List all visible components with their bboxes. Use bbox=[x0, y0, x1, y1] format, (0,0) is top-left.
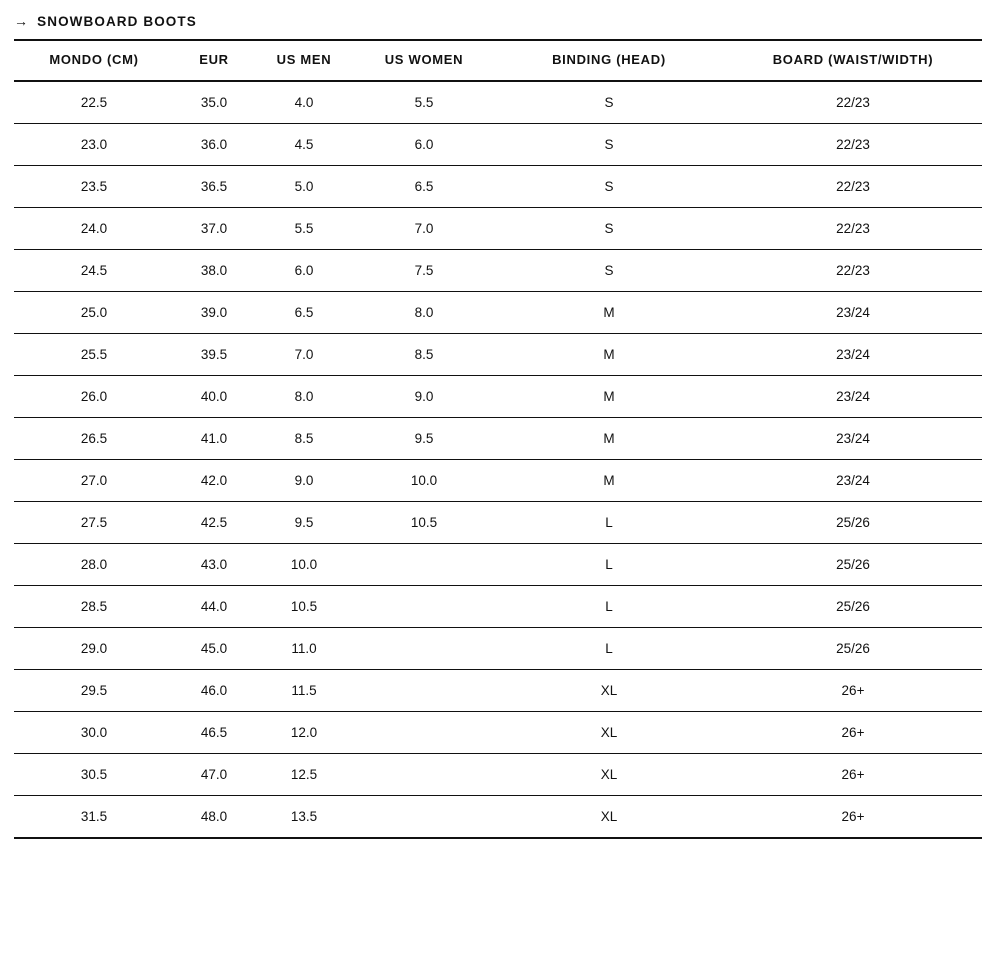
cell-mondo: 23.5 bbox=[14, 166, 174, 208]
cell-eur: 48.0 bbox=[174, 796, 254, 839]
cell-binding: S bbox=[494, 166, 724, 208]
column-header-binding: BINDING (HEAD) bbox=[494, 40, 724, 81]
cell-board: 25/26 bbox=[724, 502, 982, 544]
cell-us-men: 11.0 bbox=[254, 628, 354, 670]
table-header-row bbox=[14, 40, 982, 81]
table-row bbox=[14, 586, 982, 628]
cell-binding: M bbox=[494, 334, 724, 376]
cell-us-men: 6.5 bbox=[254, 292, 354, 334]
cell-mondo: 27.0 bbox=[14, 460, 174, 502]
cell-mondo: 24.0 bbox=[14, 208, 174, 250]
cell-board: 23/24 bbox=[724, 418, 982, 460]
table-row bbox=[14, 81, 982, 124]
cell-us-women bbox=[354, 796, 494, 839]
cell-us-women bbox=[354, 544, 494, 586]
table-row bbox=[14, 670, 982, 712]
cell-eur: 42.5 bbox=[174, 502, 254, 544]
cell-us-women: 7.5 bbox=[354, 250, 494, 292]
column-header-board: BOARD (WAIST/WIDTH) bbox=[724, 40, 982, 81]
cell-eur: 47.0 bbox=[174, 754, 254, 796]
cell-binding: XL bbox=[494, 712, 724, 754]
cell-eur: 36.0 bbox=[174, 124, 254, 166]
cell-mondo: 29.0 bbox=[14, 628, 174, 670]
cell-us-men: 12.5 bbox=[254, 754, 354, 796]
column-header-eur: EUR bbox=[174, 40, 254, 81]
cell-us-women bbox=[354, 670, 494, 712]
table-row bbox=[14, 712, 982, 754]
cell-eur: 36.5 bbox=[174, 166, 254, 208]
table-row bbox=[14, 334, 982, 376]
cell-us-women bbox=[354, 712, 494, 754]
cell-board: 26+ bbox=[724, 670, 982, 712]
table-row bbox=[14, 208, 982, 250]
table-row bbox=[14, 628, 982, 670]
table-row bbox=[14, 460, 982, 502]
cell-binding: XL bbox=[494, 754, 724, 796]
cell-binding: XL bbox=[494, 670, 724, 712]
table-row bbox=[14, 376, 982, 418]
cell-binding: L bbox=[494, 628, 724, 670]
cell-binding: M bbox=[494, 460, 724, 502]
cell-us-men: 4.0 bbox=[254, 81, 354, 124]
cell-us-men: 6.0 bbox=[254, 250, 354, 292]
cell-mondo: 22.5 bbox=[14, 81, 174, 124]
cell-eur: 45.0 bbox=[174, 628, 254, 670]
cell-binding: S bbox=[494, 250, 724, 292]
cell-us-women: 9.5 bbox=[354, 418, 494, 460]
cell-eur: 37.0 bbox=[174, 208, 254, 250]
cell-eur: 40.0 bbox=[174, 376, 254, 418]
cell-board: 22/23 bbox=[724, 81, 982, 124]
cell-board: 23/24 bbox=[724, 460, 982, 502]
cell-eur: 41.0 bbox=[174, 418, 254, 460]
cell-board: 25/26 bbox=[724, 544, 982, 586]
cell-us-men: 8.0 bbox=[254, 376, 354, 418]
cell-mondo: 28.5 bbox=[14, 586, 174, 628]
arrow-right-icon: → bbox=[14, 12, 30, 29]
cell-mondo: 26.5 bbox=[14, 418, 174, 460]
cell-us-women: 10.0 bbox=[354, 460, 494, 502]
cell-eur: 43.0 bbox=[174, 544, 254, 586]
table-row bbox=[14, 166, 982, 208]
cell-board: 23/24 bbox=[724, 334, 982, 376]
column-header-mondo: MONDO (CM) bbox=[14, 40, 174, 81]
cell-eur: 46.5 bbox=[174, 712, 254, 754]
table-row bbox=[14, 754, 982, 796]
table-row bbox=[14, 796, 982, 839]
snowboard-boots-size-table bbox=[14, 39, 982, 839]
cell-us-men: 9.0 bbox=[254, 460, 354, 502]
cell-us-women: 5.5 bbox=[354, 81, 494, 124]
cell-mondo: 27.5 bbox=[14, 502, 174, 544]
cell-eur: 46.0 bbox=[174, 670, 254, 712]
cell-mondo: 25.5 bbox=[14, 334, 174, 376]
cell-eur: 44.0 bbox=[174, 586, 254, 628]
cell-board: 23/24 bbox=[724, 376, 982, 418]
cell-us-men: 5.5 bbox=[254, 208, 354, 250]
cell-mondo: 30.0 bbox=[14, 712, 174, 754]
cell-board: 22/23 bbox=[724, 124, 982, 166]
cell-eur: 39.5 bbox=[174, 334, 254, 376]
cell-board: 26+ bbox=[724, 754, 982, 796]
cell-board: 26+ bbox=[724, 796, 982, 839]
column-header-us-men: US MEN bbox=[254, 40, 354, 81]
cell-board: 22/23 bbox=[724, 208, 982, 250]
cell-us-women: 6.0 bbox=[354, 124, 494, 166]
cell-binding: XL bbox=[494, 796, 724, 839]
cell-mondo: 24.5 bbox=[14, 250, 174, 292]
cell-us-men: 9.5 bbox=[254, 502, 354, 544]
cell-eur: 42.0 bbox=[174, 460, 254, 502]
cell-eur: 39.0 bbox=[174, 292, 254, 334]
cell-board: 25/26 bbox=[724, 586, 982, 628]
cell-us-men: 5.0 bbox=[254, 166, 354, 208]
cell-binding: M bbox=[494, 376, 724, 418]
section-title-label: SNOWBOARD BOOTS bbox=[37, 14, 197, 29]
cell-us-men: 12.0 bbox=[254, 712, 354, 754]
cell-mondo: 28.0 bbox=[14, 544, 174, 586]
table-body bbox=[14, 81, 982, 838]
cell-us-men: 10.5 bbox=[254, 586, 354, 628]
cell-mondo: 23.0 bbox=[14, 124, 174, 166]
cell-us-women: 8.5 bbox=[354, 334, 494, 376]
table-row bbox=[14, 544, 982, 586]
cell-us-women bbox=[354, 754, 494, 796]
section-title bbox=[0, 0, 1000, 39]
cell-binding: M bbox=[494, 292, 724, 334]
cell-binding: S bbox=[494, 124, 724, 166]
cell-mondo: 25.0 bbox=[14, 292, 174, 334]
cell-mondo: 26.0 bbox=[14, 376, 174, 418]
table-header bbox=[14, 40, 982, 81]
cell-mondo: 31.5 bbox=[14, 796, 174, 839]
table-row bbox=[14, 502, 982, 544]
cell-board: 26+ bbox=[724, 712, 982, 754]
cell-mondo: 30.5 bbox=[14, 754, 174, 796]
cell-us-men: 7.0 bbox=[254, 334, 354, 376]
table-row bbox=[14, 250, 982, 292]
cell-us-women: 7.0 bbox=[354, 208, 494, 250]
cell-binding: S bbox=[494, 81, 724, 124]
cell-us-men: 13.5 bbox=[254, 796, 354, 839]
cell-us-men: 4.5 bbox=[254, 124, 354, 166]
cell-us-men: 10.0 bbox=[254, 544, 354, 586]
cell-board: 22/23 bbox=[724, 250, 982, 292]
cell-us-women bbox=[354, 628, 494, 670]
cell-eur: 35.0 bbox=[174, 81, 254, 124]
cell-board: 22/23 bbox=[724, 166, 982, 208]
cell-binding: M bbox=[494, 418, 724, 460]
cell-us-women bbox=[354, 586, 494, 628]
cell-us-women: 10.5 bbox=[354, 502, 494, 544]
table-row bbox=[14, 418, 982, 460]
cell-us-women: 6.5 bbox=[354, 166, 494, 208]
cell-us-men: 11.5 bbox=[254, 670, 354, 712]
table-row bbox=[14, 292, 982, 334]
cell-us-women: 8.0 bbox=[354, 292, 494, 334]
cell-eur: 38.0 bbox=[174, 250, 254, 292]
column-header-us-women: US WOMEN bbox=[354, 40, 494, 81]
cell-board: 25/26 bbox=[724, 628, 982, 670]
cell-binding: S bbox=[494, 208, 724, 250]
cell-us-men: 8.5 bbox=[254, 418, 354, 460]
cell-us-women: 9.0 bbox=[354, 376, 494, 418]
cell-board: 23/24 bbox=[724, 292, 982, 334]
cell-binding: L bbox=[494, 502, 724, 544]
cell-binding: L bbox=[494, 544, 724, 586]
cell-binding: L bbox=[494, 586, 724, 628]
table-row bbox=[14, 124, 982, 166]
cell-mondo: 29.5 bbox=[14, 670, 174, 712]
